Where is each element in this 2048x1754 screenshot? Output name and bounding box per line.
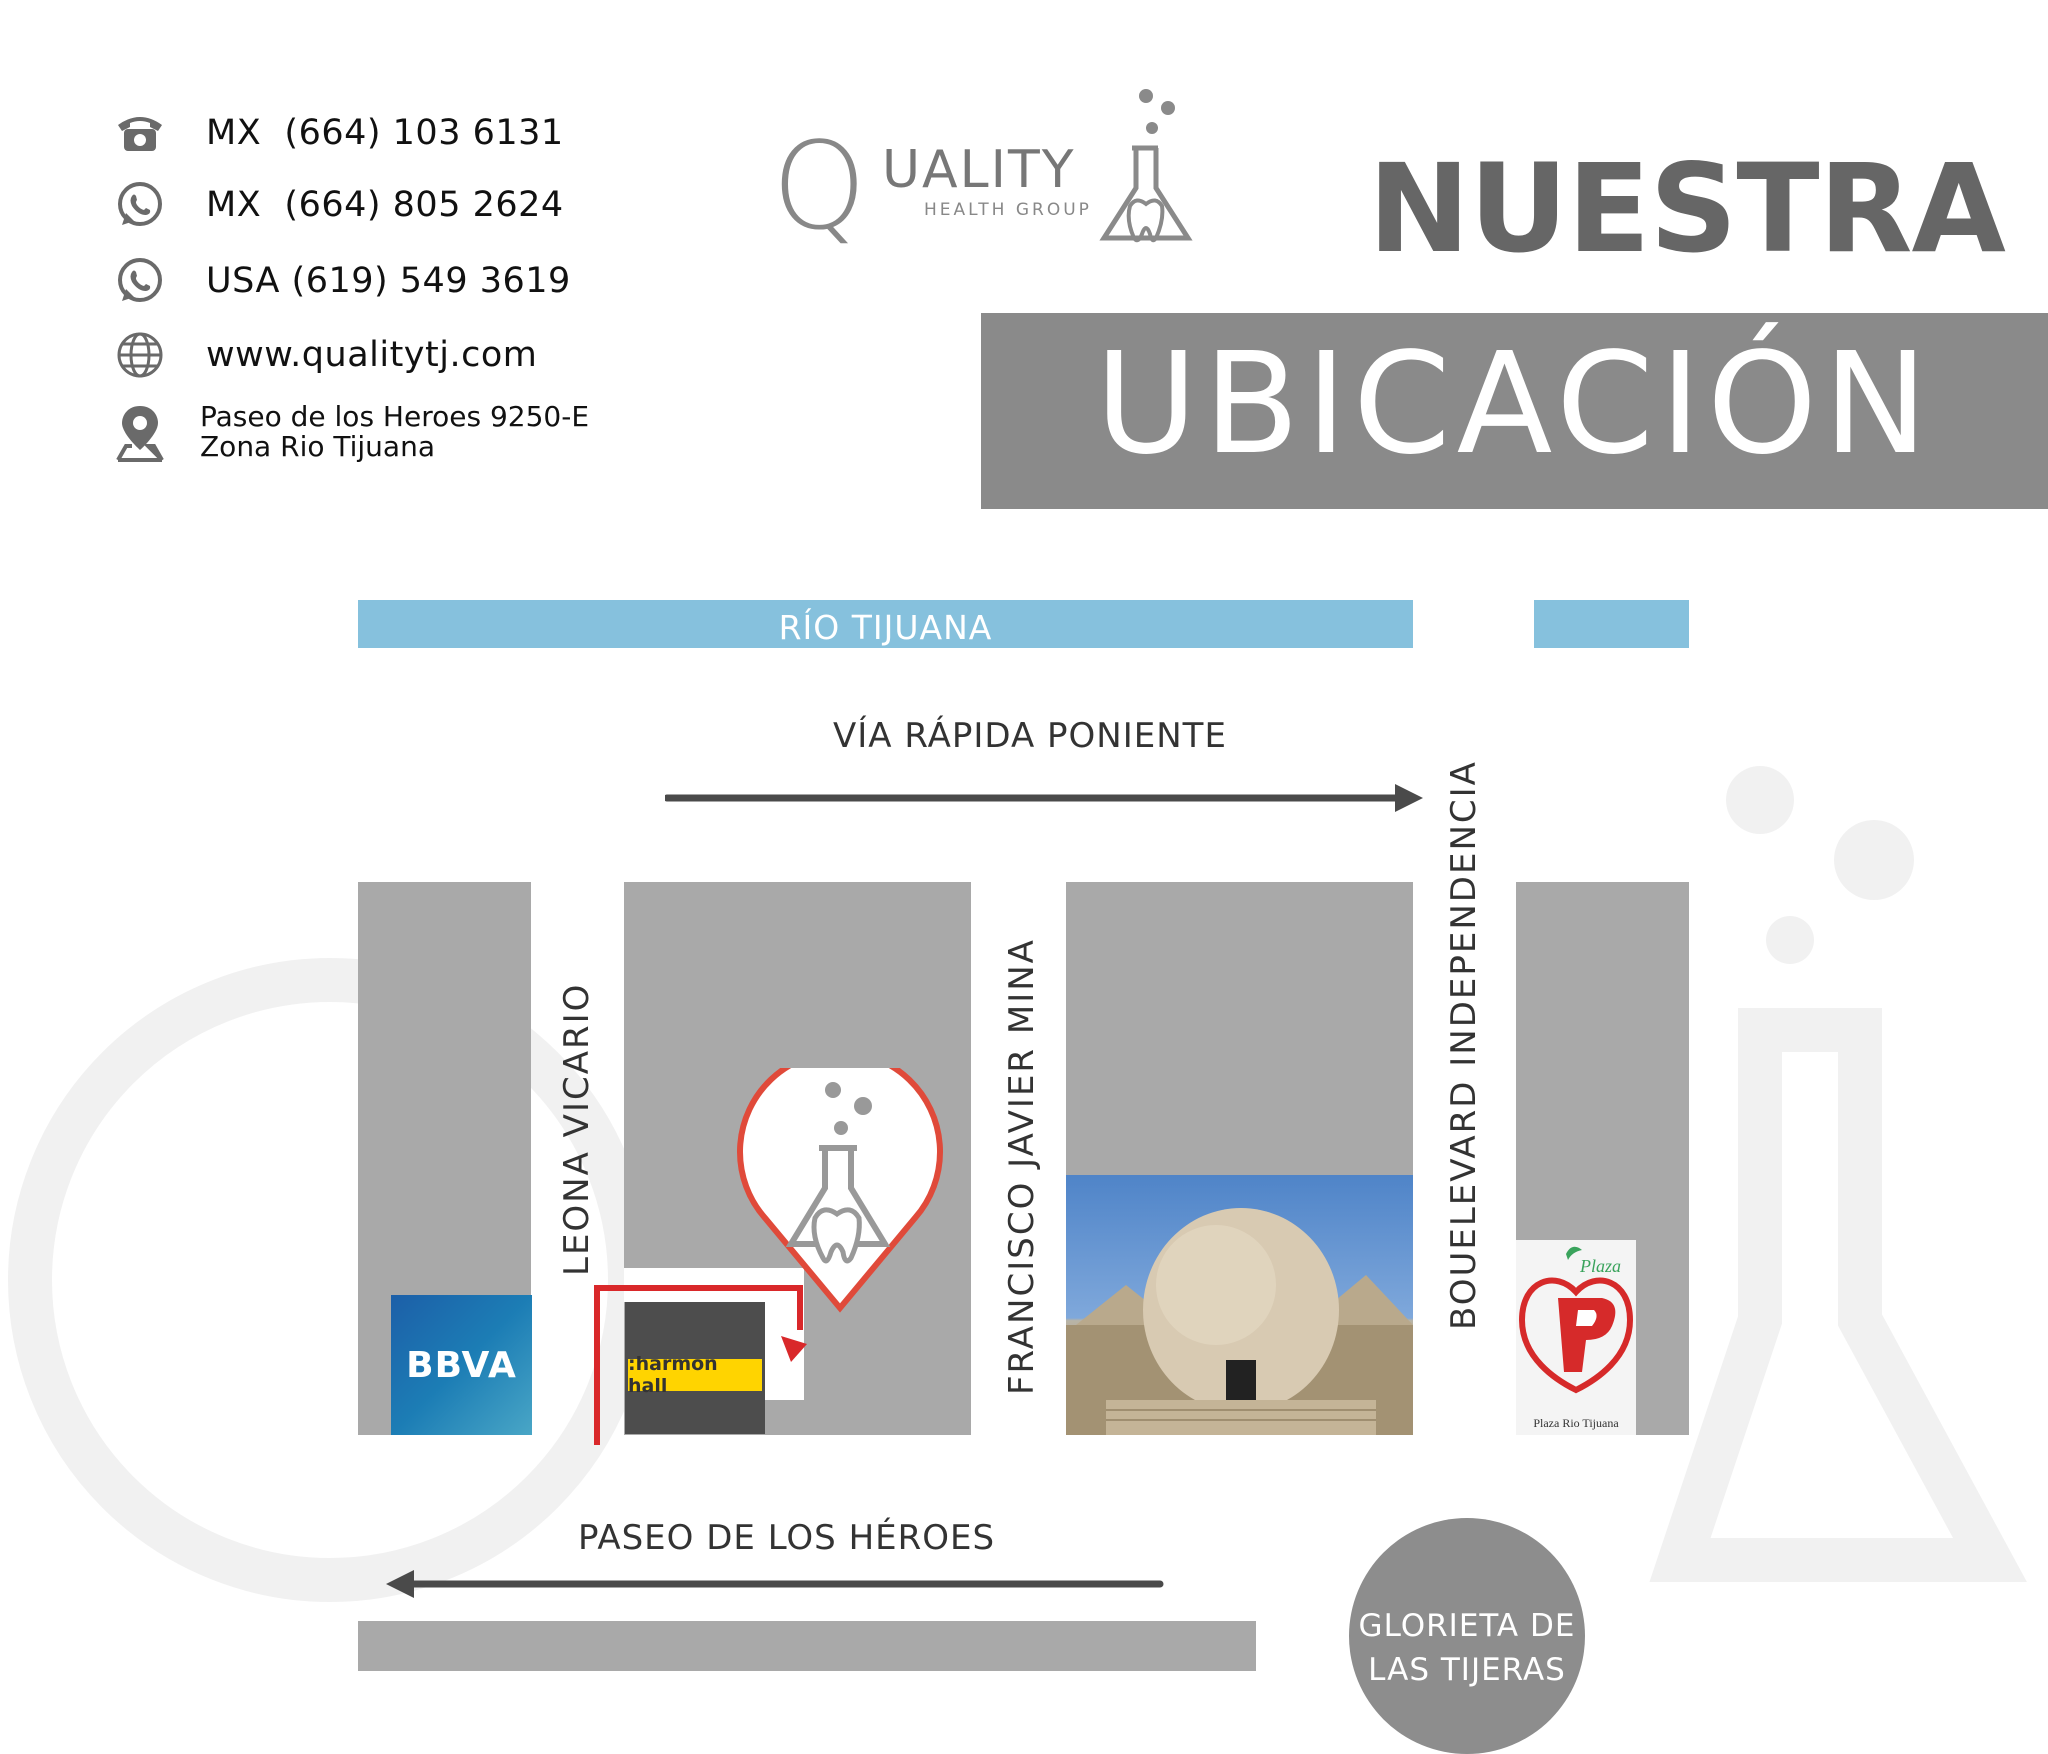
block-south xyxy=(358,1621,1256,1671)
website-link[interactable]: www.qualitytj.com xyxy=(206,335,538,375)
plaza-caption: Plaza Rio Tijuana xyxy=(1533,1416,1619,1430)
clinic-location-pin-icon[interactable] xyxy=(735,1068,945,1318)
quality-health-group-logo xyxy=(772,88,1192,258)
globe-icon xyxy=(112,327,168,383)
location-pin-icon xyxy=(112,404,168,460)
street-leona-vicario: LEONA VICARIO xyxy=(557,982,597,1276)
glorieta-de-las-tijeras xyxy=(1349,1518,1585,1754)
river-rio-tijuana xyxy=(358,600,1413,648)
flask-tooth-icon xyxy=(1090,88,1200,258)
title-ubicacion: UBICACIÓN xyxy=(1095,323,1934,486)
whatsapp-usa-number[interactable]: USA (619) 549 3619 xyxy=(206,261,571,301)
logo-subtitle: HEALTH GROUP xyxy=(924,200,1092,220)
phone-icon xyxy=(112,105,168,161)
title-nuestra: NUESTRA xyxy=(1368,138,2005,280)
logo-letter-q: Q xyxy=(772,118,867,257)
planetarium-photo xyxy=(1066,1175,1413,1435)
title-ubicacion-box xyxy=(981,313,2048,509)
street-via-rapida-poniente: VÍA RÁPIDA PONIENTE xyxy=(833,716,1227,756)
glorieta-line-2: LAS TIJERAS xyxy=(1368,1652,1566,1688)
bbva-landmark: BBVA xyxy=(391,1295,532,1435)
arrow-left-icon xyxy=(384,1566,1164,1602)
contact-whatsapp-usa[interactable] xyxy=(112,253,571,309)
whatsapp-icon xyxy=(112,177,168,233)
plaza-rio-tijuana-logo xyxy=(1516,1240,1636,1435)
river-label: RÍO TIJUANA xyxy=(778,608,993,647)
contact-phone-mx[interactable] xyxy=(112,105,564,161)
contact-address xyxy=(112,402,589,462)
logo-word: UALITY xyxy=(882,140,1076,200)
river-segment xyxy=(1534,600,1689,648)
street-boulevard-independencia: BOUELEVARD INDEPENDENCIA xyxy=(1444,760,1484,1330)
street-francisco-javier-mina: FRANCISCO JAVIER MINA xyxy=(1002,938,1042,1395)
phone-mx-number[interactable]: MX (664) 103 6131 xyxy=(206,113,564,153)
whatsapp-icon xyxy=(112,253,168,309)
whatsapp-mx-number[interactable]: MX (664) 805 2624 xyxy=(206,185,564,225)
glorieta-line-1: GLORIETA DE xyxy=(1358,1608,1576,1644)
arrow-right-icon xyxy=(665,780,1425,816)
address-line-1: Paseo de los Heroes 9250-E xyxy=(200,400,590,433)
contact-website[interactable] xyxy=(112,327,537,383)
plaza-word: Plaza xyxy=(1580,1256,1622,1276)
street-paseo-de-los-heroes: PASEO DE LOS HÉROES xyxy=(578,1518,996,1558)
harmon-hall-label: :harmon hall xyxy=(628,1359,762,1391)
contact-whatsapp-mx[interactable] xyxy=(112,177,564,233)
address-line-2: Zona Rio Tijuana xyxy=(200,430,435,463)
